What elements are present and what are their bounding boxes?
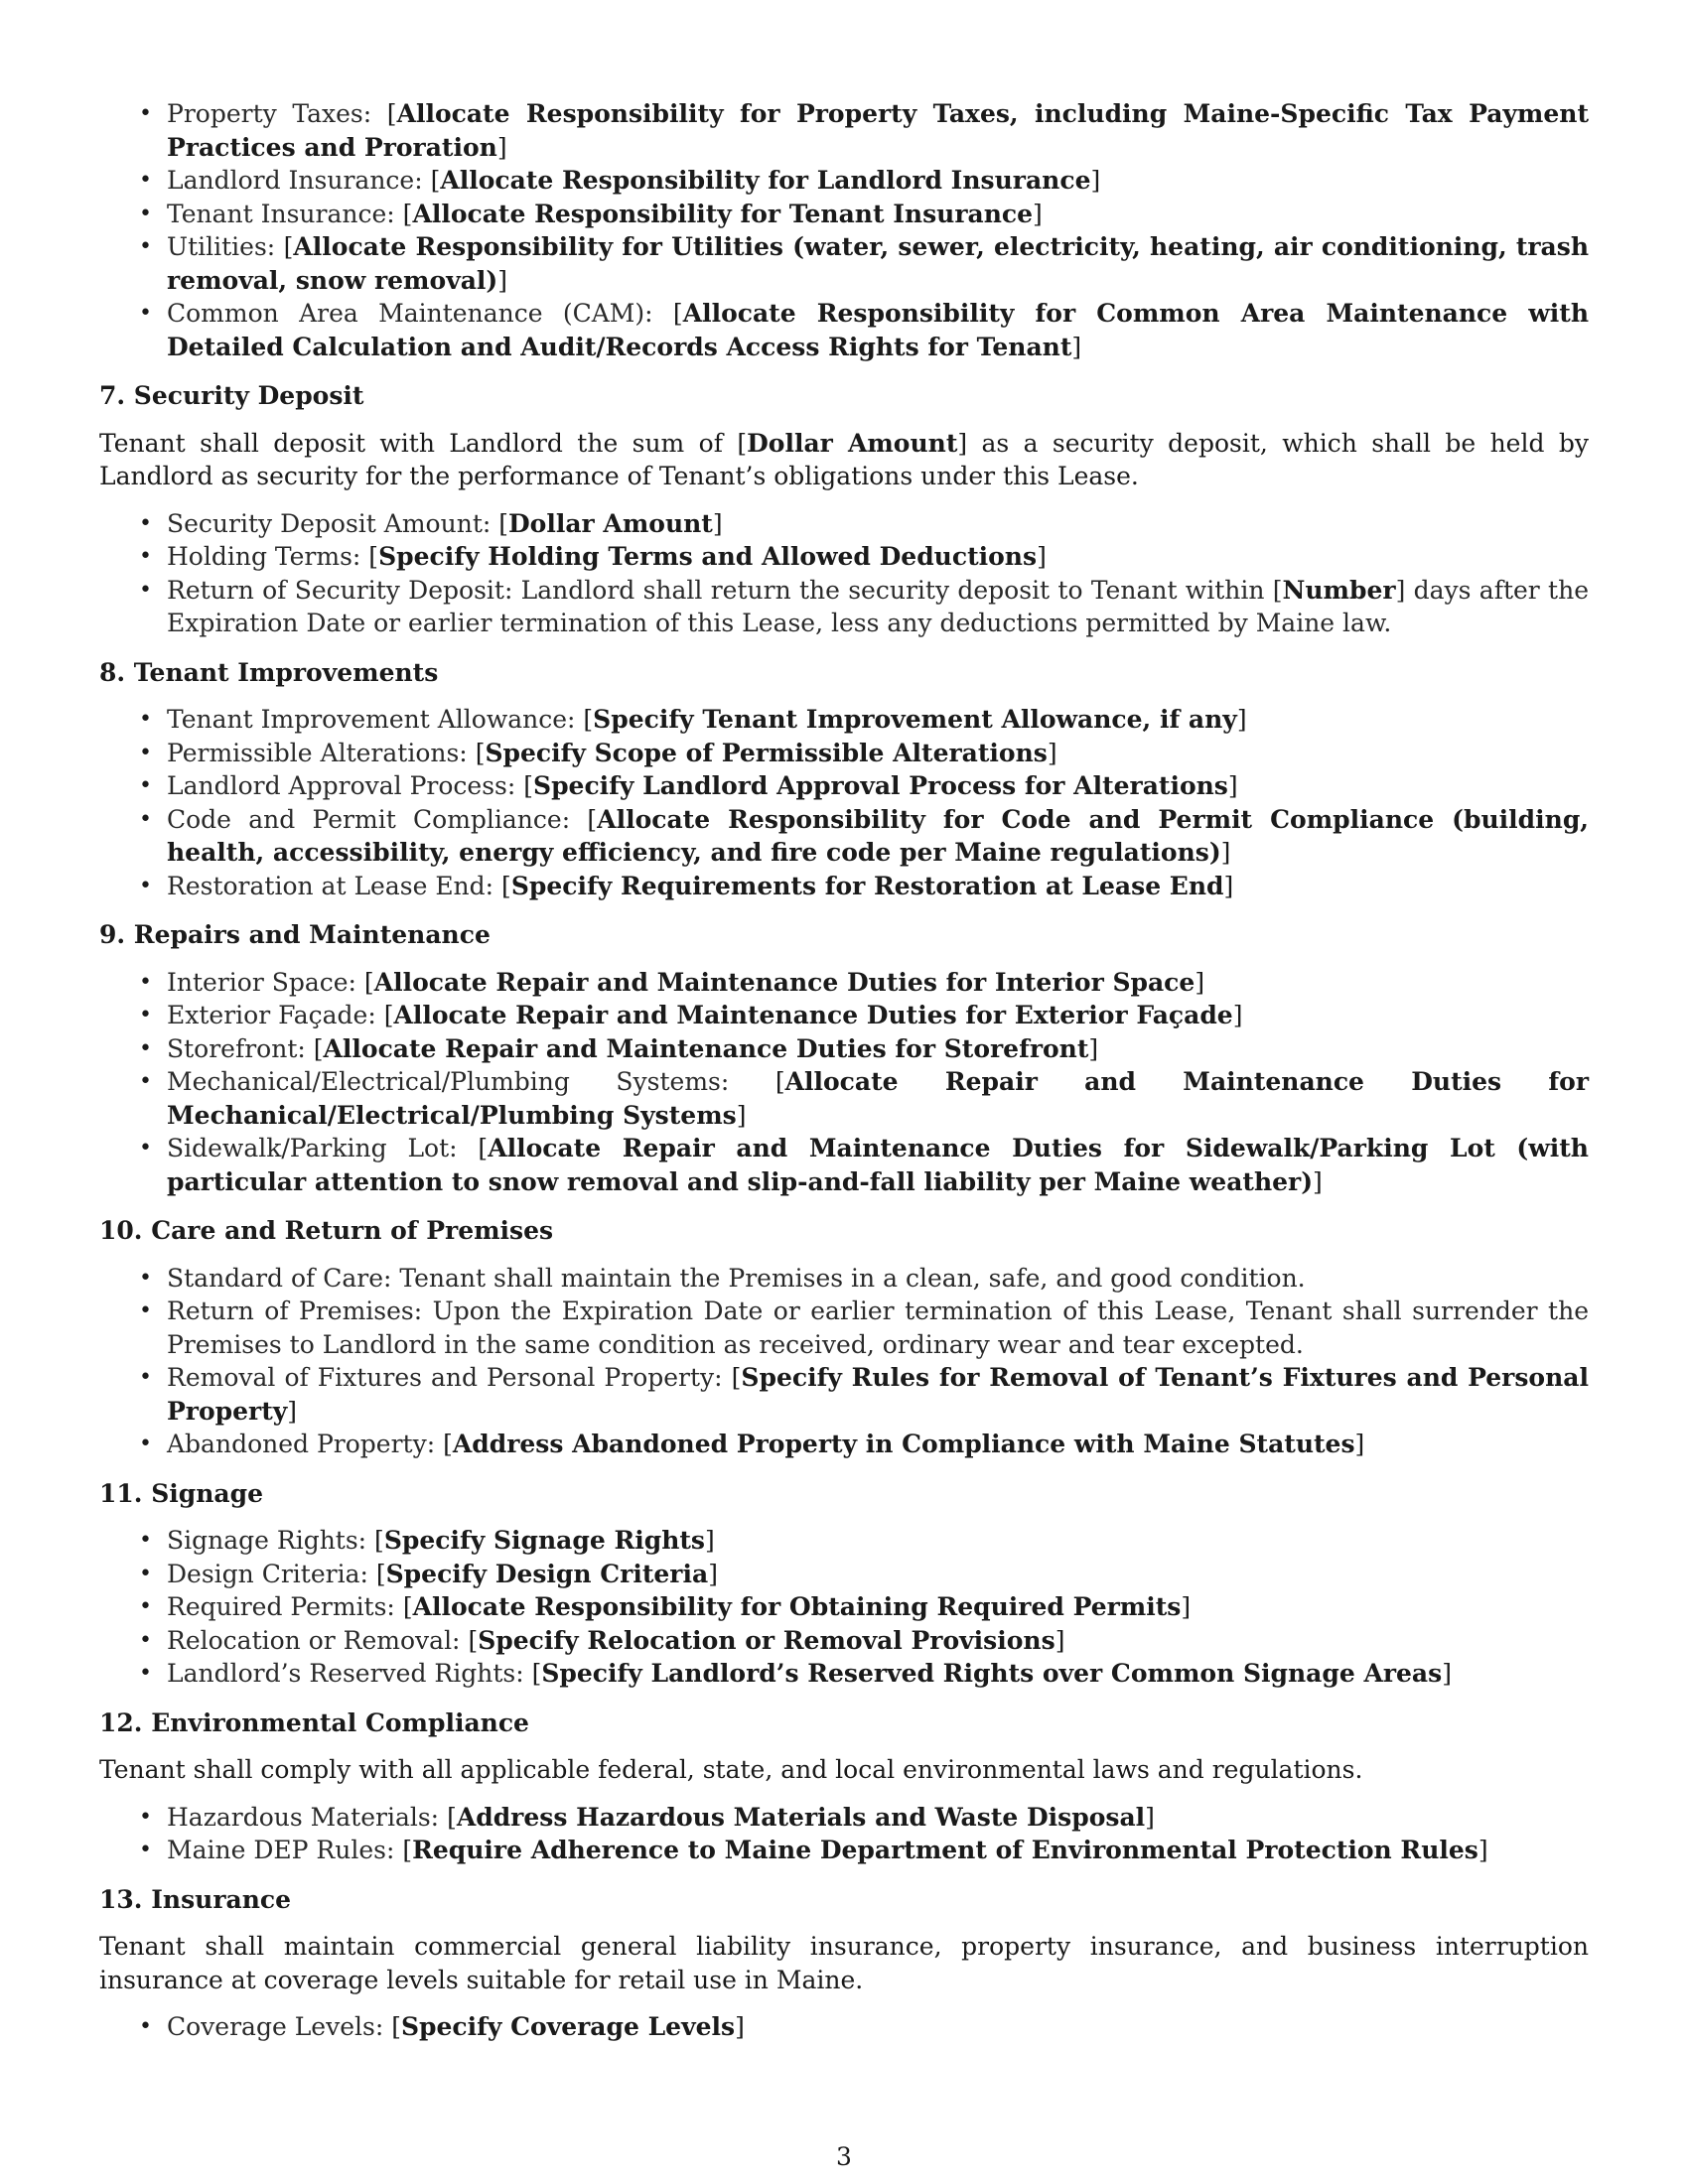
bracket-open: [ xyxy=(402,1836,413,1864)
bracket-open: [ xyxy=(501,871,511,900)
item-text: Return of Premises: Upon the Expiration Date or earlier termination of this Lease, Tenant shall surrender the Premises to Landlord in the same condition as received, ordinary wear and tear excepted. xyxy=(167,1297,1589,1359)
bracket-open: [ xyxy=(374,1526,384,1555)
bullet-icon: • xyxy=(139,544,152,569)
list-item xyxy=(99,999,1589,1032)
list-item xyxy=(99,1032,1589,1066)
placeholder-text: Require Adherence to Maine Department of Environmental Protection Rules xyxy=(412,1836,1478,1864)
placeholder-text: Allocate Responsibility for Property Taxes, including Maine-Specific Tax Payment Practices and Proration xyxy=(167,99,1590,162)
bullet-icon: • xyxy=(139,234,152,259)
bullet-list xyxy=(99,507,1589,640)
bracket-close: ] xyxy=(1195,967,1205,997)
section-heading-7-security-deposit: 7. Security Deposit xyxy=(99,381,364,410)
list-item xyxy=(99,1132,1589,1198)
list-item xyxy=(99,2010,1589,2044)
bullet-icon: • xyxy=(139,1594,152,1619)
bullet-list xyxy=(99,966,1589,1199)
placeholder-text: Allocate Responsibility for Utilities (water, sewer, electricity, heating, air conditioning, trash removal, snow removal) xyxy=(167,232,1589,295)
bracket-open: [ xyxy=(531,1659,542,1688)
list-item xyxy=(99,540,1589,574)
paragraph xyxy=(99,1753,1589,1787)
item-text: Return of Security Deposit: Landlord shall return the security deposit to Tenant within [ xyxy=(167,575,1283,605)
placeholder-text: Specify Design Criteria xyxy=(385,1559,709,1588)
bracket-close: ] xyxy=(1477,1836,1488,1864)
bracket-close: ] xyxy=(1354,1430,1365,1458)
list-item xyxy=(99,769,1589,803)
item-label: Mechanical/Electrical/Plumbing Systems: xyxy=(167,1067,775,1096)
bullet-icon: • xyxy=(139,1627,152,1653)
item-label: Maine DEP Rules: xyxy=(167,1836,403,1864)
placeholder-text: Specify Tenant Improvement Allowance, if any xyxy=(593,705,1237,734)
list-item xyxy=(99,97,1589,164)
bullet-icon: • xyxy=(139,1136,152,1160)
list-item xyxy=(99,1834,1589,1867)
bullet-icon: • xyxy=(139,201,152,226)
list-item xyxy=(99,1262,1589,1296)
bullet-icon: • xyxy=(139,1003,152,1027)
bracket-open: [ xyxy=(478,1134,489,1162)
placeholder-text: Specify Coverage Levels xyxy=(400,2012,736,2041)
bracket-close: ] xyxy=(712,508,723,538)
placeholder-text: Allocate Responsibility for Obtaining Required Permits xyxy=(412,1592,1182,1621)
placeholder-text: Allocate Repair and Maintenance Duties for Exterior Façade xyxy=(393,1001,1233,1029)
bullet-icon: • xyxy=(139,1069,152,1094)
bracket-close: ] xyxy=(736,1100,747,1130)
bracket-close: ] xyxy=(1181,1592,1192,1621)
placeholder-text: Allocate Repair and Maintenance Duties for Sidewalk/Parking Lot (with particular attention to snow removal and slip-and-fall liability per Maine weather) xyxy=(167,1134,1589,1196)
bracket-close: ] xyxy=(496,132,507,162)
list-item xyxy=(99,164,1589,198)
bracket-close: ] xyxy=(1313,1166,1323,1196)
bullet-icon: • xyxy=(139,1298,152,1323)
bullet-icon: • xyxy=(139,301,152,326)
placeholder-text: Specify Holding Terms and Allowed Deductions xyxy=(378,542,1038,571)
placeholder-text: Address Abandoned Property in Compliance with Maine Statutes xyxy=(452,1430,1355,1458)
bracket-open: [ xyxy=(283,232,294,261)
bracket-open: [ xyxy=(443,1430,453,1458)
bullet-icon: • xyxy=(139,1432,152,1456)
placeholder-text: Dollar Amount xyxy=(508,508,713,538)
bracket-open: [ xyxy=(475,738,486,767)
item-label: Tenant Improvement Allowance: xyxy=(167,705,584,734)
list-item xyxy=(99,1524,1589,1558)
list-item xyxy=(99,1657,1589,1691)
placeholder-text: Allocate Repair and Maintenance Duties for Interior Space xyxy=(373,967,1196,997)
section-heading-9-repairs-and-maintenance: 9. Repairs and Maintenance xyxy=(99,920,491,949)
bracket-close: ] xyxy=(1055,1625,1065,1655)
bracket-open: [ xyxy=(774,1067,785,1096)
item-label: Landlord’s Reserved Rights: xyxy=(167,1659,532,1688)
item-label: Interior Space: xyxy=(167,967,364,997)
bracket-close: ] xyxy=(497,265,508,295)
item-label: Security Deposit Amount: xyxy=(167,508,499,538)
bullet-icon: • xyxy=(139,1365,152,1390)
item-label: Signage Rights: xyxy=(167,1526,375,1555)
paragraph xyxy=(99,1930,1589,1996)
placeholder-text: Allocate Responsibility for Code and Permit Compliance (building, health, accessibility, energy efficiency, and fire code per Maine regulations) xyxy=(167,804,1589,867)
bullet-icon: • xyxy=(139,873,152,898)
list-item xyxy=(99,1590,1589,1624)
bracket-close: ] xyxy=(1090,166,1101,195)
bracket-close: ] xyxy=(1088,1033,1099,1063)
placeholder-text: Number xyxy=(1282,575,1396,605)
item-label: Hazardous Materials: xyxy=(167,1802,448,1832)
bullet-list xyxy=(99,97,1589,363)
bracket-close: ] xyxy=(287,1396,298,1426)
bullet-icon: • xyxy=(139,1838,152,1862)
list-item xyxy=(99,703,1589,737)
bullet-icon: • xyxy=(139,168,152,193)
bracket-open: [ xyxy=(386,99,397,128)
section-heading-10-care-and-return-of-premises: 10. Care and Return of Premises xyxy=(99,1216,554,1245)
bracket-close: ] xyxy=(735,2012,745,2041)
bullet-list xyxy=(99,1801,1589,1867)
list-item xyxy=(99,1428,1589,1461)
item-label: Abandoned Property: xyxy=(167,1430,444,1458)
bracket-close: ] xyxy=(1145,1802,1155,1832)
bracket-close: ] xyxy=(1047,738,1057,767)
bullet-icon: • xyxy=(139,969,152,995)
bullet-icon: • xyxy=(139,773,152,798)
list-item xyxy=(99,1624,1589,1658)
page-number: 3 xyxy=(836,2142,852,2171)
paragraph xyxy=(99,427,1589,493)
bracket-open: [ xyxy=(583,705,594,734)
paragraph-text: Tenant shall maintain commercial general liability insurance, property insurance, and business interruption insurance at coverage levels suitable for retail use in Maine. xyxy=(99,1932,1589,1994)
placeholder-text: Address Hazardous Materials and Waste Disposal xyxy=(456,1802,1146,1832)
item-label: Removal of Fixtures and Personal Property: xyxy=(167,1363,732,1392)
bracket-open: [ xyxy=(363,967,374,997)
paragraph-text: Tenant shall comply with all applicable federal, state, and local environmental laws and regulations. xyxy=(99,1755,1363,1784)
bracket-open: [ xyxy=(402,199,413,228)
list-item xyxy=(99,230,1589,297)
section-heading-8-tenant-improvements: 8. Tenant Improvements xyxy=(99,657,439,687)
item-label: Tenant Insurance: xyxy=(167,199,403,228)
bullet-icon: • xyxy=(139,1528,152,1553)
bullet-icon: • xyxy=(139,577,152,603)
placeholder-text: Specify Scope of Permissible Alterations xyxy=(485,738,1048,767)
list-item xyxy=(99,297,1589,363)
list-item xyxy=(99,507,1589,541)
list-item xyxy=(99,803,1589,870)
document-body xyxy=(99,97,1589,2058)
placeholder-text: Allocate Repair and Maintenance Duties for Storefront xyxy=(323,1033,1089,1063)
section-heading-12-environmental-compliance: 12. Environmental Compliance xyxy=(99,1707,529,1737)
bracket-open: [ xyxy=(430,166,441,195)
paragraph-text: ] as a security deposit, which shall be held by Landlord as security for the performance of Tenant’s obligations under this Lease. xyxy=(99,428,1589,490)
placeholder-text: Allocate Responsibility for Common Area Maintenance with Detailed Calculation and Audit/Records Access Rights for Tenant xyxy=(167,299,1590,361)
placeholder-text: Dollar Amount xyxy=(747,428,958,458)
bullet-icon: • xyxy=(139,1804,152,1830)
bracket-open: [ xyxy=(368,542,379,571)
placeholder-text: Allocate Repair and Maintenance Duties for Mechanical/Electrical/Plumbing Systems xyxy=(167,1067,1589,1130)
bullet-icon: • xyxy=(139,707,152,732)
item-label: Coverage Levels: xyxy=(167,2012,392,2041)
placeholder-text: Allocate Responsibility for Tenant Insurance xyxy=(412,199,1034,228)
bullet-icon: • xyxy=(139,1265,152,1291)
list-item xyxy=(99,870,1589,903)
bracket-close: ] xyxy=(1071,332,1082,361)
placeholder-text: Allocate Responsibility for Landlord Insurance xyxy=(440,166,1091,195)
bracket-close: ] xyxy=(1220,838,1231,867)
bracket-open: [ xyxy=(731,1363,742,1392)
paragraph-text: Tenant shall deposit with Landlord the sum of [ xyxy=(99,428,748,458)
item-label: Required Permits: xyxy=(167,1592,403,1621)
bullet-icon: • xyxy=(139,1661,152,1686)
bullet-icon: • xyxy=(139,1035,152,1061)
bullet-icon: • xyxy=(139,1561,152,1586)
list-item xyxy=(99,1558,1589,1591)
item-label: Holding Terms: xyxy=(167,542,369,571)
item-text: ] days after the Expiration Date or earlier termination of this Lease, less any deductions permitted by Maine law. xyxy=(167,575,1589,637)
list-item xyxy=(99,737,1589,770)
list-item xyxy=(99,1295,1589,1361)
bracket-close: ] xyxy=(1223,871,1234,900)
bracket-open: [ xyxy=(313,1033,324,1063)
bracket-open: [ xyxy=(391,2012,401,2041)
bracket-close: ] xyxy=(1033,199,1043,228)
list-item xyxy=(99,574,1589,640)
bullet-list xyxy=(99,1262,1589,1461)
list-item xyxy=(99,198,1589,231)
bullet-icon: • xyxy=(139,510,152,536)
item-label: Storefront: xyxy=(167,1033,314,1063)
bullet-icon: • xyxy=(139,2014,152,2039)
bullet-icon: • xyxy=(139,806,152,832)
bullet-icon: • xyxy=(139,740,152,765)
item-label: Restoration at Lease End: xyxy=(167,871,502,900)
bullet-list xyxy=(99,2010,1589,2044)
item-label: Sidewalk/Parking Lot: xyxy=(167,1134,479,1162)
placeholder-text: Specify Relocation or Removal Provisions xyxy=(478,1625,1055,1655)
bullet-list xyxy=(99,1524,1589,1691)
placeholder-text: Specify Landlord’s Reserved Rights over Common Signage Areas xyxy=(541,1659,1443,1688)
item-label: Utilities: xyxy=(167,232,284,261)
list-item xyxy=(99,1801,1589,1835)
list-item xyxy=(99,1361,1589,1428)
bracket-close: ] xyxy=(705,1526,715,1555)
bracket-close: ] xyxy=(1232,1001,1243,1029)
placeholder-text: Specify Rules for Removal of Tenant’s Fixtures and Personal Property xyxy=(167,1363,1589,1426)
item-label: Permissible Alterations: xyxy=(167,738,476,767)
bracket-open: [ xyxy=(523,771,534,800)
item-label: Property Taxes: xyxy=(167,99,387,128)
bracket-open: [ xyxy=(383,1001,394,1029)
item-label: Exterior Façade: xyxy=(167,1001,384,1029)
bracket-open: [ xyxy=(447,1802,457,1832)
item-label: Landlord Insurance: xyxy=(167,166,431,195)
bracket-close: ] xyxy=(1442,1659,1452,1688)
placeholder-text: Specify Landlord Approval Process for Alterations xyxy=(533,771,1228,800)
bullet-icon: • xyxy=(139,101,152,126)
bracket-open: [ xyxy=(375,1559,386,1588)
item-label: Common Area Maintenance (CAM): xyxy=(167,299,673,328)
placeholder-text: Specify Requirements for Restoration at Lease End xyxy=(510,871,1224,900)
bracket-open: [ xyxy=(468,1625,479,1655)
bracket-close: ] xyxy=(1236,705,1247,734)
placeholder-text: Specify Signage Rights xyxy=(383,1526,706,1555)
bracket-close: ] xyxy=(1037,542,1047,571)
item-label: Design Criteria: xyxy=(167,1559,376,1588)
list-item xyxy=(99,1065,1589,1132)
section-heading-13-insurance: 13. Insurance xyxy=(99,1884,291,1914)
bracket-close: ] xyxy=(708,1559,718,1588)
list-item xyxy=(99,966,1589,1000)
bracket-open: [ xyxy=(672,299,683,328)
bracket-open: [ xyxy=(498,508,508,538)
item-label: Landlord Approval Process: xyxy=(167,771,524,800)
section-heading-11-signage: 11. Signage xyxy=(99,1478,263,1508)
item-label: Code and Permit Compliance: xyxy=(167,804,588,834)
bracket-open: [ xyxy=(402,1592,413,1621)
bullet-list xyxy=(99,703,1589,902)
item-label: Relocation or Removal: xyxy=(167,1625,469,1655)
bracket-close: ] xyxy=(1227,771,1238,800)
item-text: Standard of Care: Tenant shall maintain the Premises in a clean, safe, and good condition. xyxy=(167,1263,1306,1293)
bracket-open: [ xyxy=(587,804,598,834)
